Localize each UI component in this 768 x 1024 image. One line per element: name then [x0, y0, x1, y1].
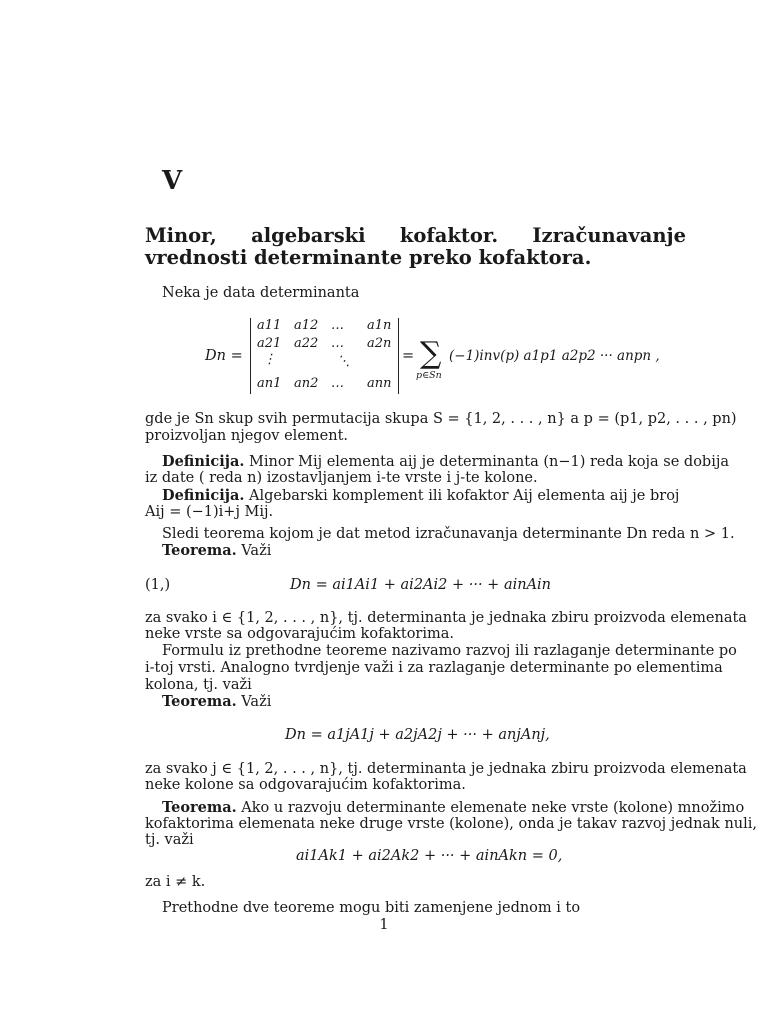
matrix-cell: a1n — [367, 318, 392, 333]
paragraph-line: proizvoljan njegov element. — [145, 428, 348, 444]
title-word: kofaktor. — [399, 224, 499, 247]
paragraph-line: kofaktorima elemenata neke druge vrste (kolone), onda je takav razvoj jednak nuli, — [145, 816, 758, 832]
definition-2 — [162, 487, 679, 505]
matrix-cell: … — [331, 376, 344, 391]
equation-1: Dn = ai1Ai1 + ai2Ai2 + ··· + ainAin — [290, 577, 552, 593]
matrix-cell: … — [331, 336, 344, 351]
theorem-label: Teorema. — [162, 693, 237, 710]
paragraph-line: i-toj vrsti. Analogno tvrdjenje važi i za razlaganje determinante po elementima — [145, 660, 723, 676]
equation-2: Dn = a1jA1j + a2jA2j + ··· + anjAnj, — [285, 727, 550, 743]
paragraph-line: iz date ( reda n) izostavljanjem i-te vrste i j-te kolone. — [145, 470, 538, 486]
intro-text: Neka je data determinanta — [162, 285, 360, 301]
definition-label: Definicija. — [162, 487, 245, 504]
theorem-label: Teorema. — [162, 542, 237, 559]
paragraph-line: za svako i ∈ {1, 2, . . . , n}, tj. determinanta je jednaka zbiru proizvoda elemenata — [145, 610, 747, 626]
matrix-cell: an1 — [257, 376, 282, 391]
title-word: Izračunavanje — [532, 224, 686, 247]
page-number: 1 — [379, 917, 389, 933]
matrix-cell: a12 — [294, 318, 319, 333]
section-title-line1 — [145, 224, 686, 248]
paragraph-line: za i ≠ k. — [145, 874, 206, 890]
definition-text: Algebarski komplement ili kofaktor Aij elementa aij je broj — [249, 488, 680, 504]
formula-rhs-term: (−1)inv(p) a1p1 a2p2 ··· anpn , — [449, 348, 660, 364]
matrix-cell: ⋱ — [337, 354, 350, 369]
equation-3: ai1Ak1 + ai2Ak2 + ··· + ainAkn = 0, — [296, 848, 563, 864]
theorem-1 — [162, 542, 271, 560]
definition-label: Definicija. — [162, 453, 245, 470]
paragraph-line: za svako j ∈ {1, 2, . . . , n}, tj. determinanta je jednaka zbiru proizvoda elemenata — [145, 761, 747, 777]
paragraph-line: Prethodne dve teoreme mogu biti zamenjene jednom i to — [162, 900, 581, 916]
theorem-text: Ako u razvoju determinante elemenate neke vrste (kolone) množimo — [241, 800, 745, 816]
paragraph-line: gde je Sn skup svih permutacija skupa S = {1, 2, . . . , n} a p = (p1, p2, . . . , pn) — [145, 411, 737, 427]
title-word: Minor, — [145, 224, 217, 247]
matrix-cell: a11 — [257, 318, 282, 333]
matrix-cell: an2 — [294, 376, 319, 391]
paragraph-line: Sledi teorema kojom je dat metod izračunavanja determinante Dn reda n > 1. — [162, 526, 735, 542]
paragraph-line: kolona, tj. važi — [145, 677, 252, 693]
matrix-cell: a22 — [294, 336, 319, 351]
summation-symbol: ∑ — [420, 336, 442, 371]
paragraph-line: neke kolone sa odgovarajućim kofaktorima. — [145, 777, 466, 793]
theorem-2 — [162, 693, 271, 711]
formula-lhs: Dn = — [205, 348, 243, 364]
determinant-matrix — [250, 318, 399, 394]
definition-text: Minor Mij elementa aij je determinanta (n−1) reda koja se dobija — [249, 454, 729, 470]
matrix-cell: ⋮ — [263, 352, 276, 367]
theorem-text: Važi — [241, 543, 272, 559]
paragraph-line: Aij = (−1)i+j Mij. — [145, 504, 274, 520]
paragraph-line: tj. važi — [145, 832, 194, 848]
matrix-cell: … — [331, 318, 344, 333]
paragraph-line: Formulu iz prethodne teoreme nazivamo razvoj ili razlaganje determinante po — [162, 643, 737, 659]
matrix-cell: a21 — [257, 336, 282, 351]
theorem-3 — [162, 799, 744, 817]
summation-subscript: p∈Sn — [416, 370, 442, 381]
matrix-cell: ann — [367, 376, 392, 391]
formula-equals: = — [402, 348, 415, 364]
section-title-line2: vrednosti determinante preko kofaktora. — [145, 246, 592, 269]
equation-tag: (1,) — [145, 577, 171, 593]
theorem-label: Teorema. — [162, 799, 237, 816]
definition-1 — [162, 453, 729, 471]
theorem-text: Važi — [241, 694, 272, 710]
matrix-cell: a2n — [367, 336, 392, 351]
title-word: algebarski — [251, 224, 366, 247]
paragraph-line: neke vrste sa odgovarajućim kofaktorima. — [145, 626, 455, 642]
chapter-number: V — [162, 166, 183, 196]
